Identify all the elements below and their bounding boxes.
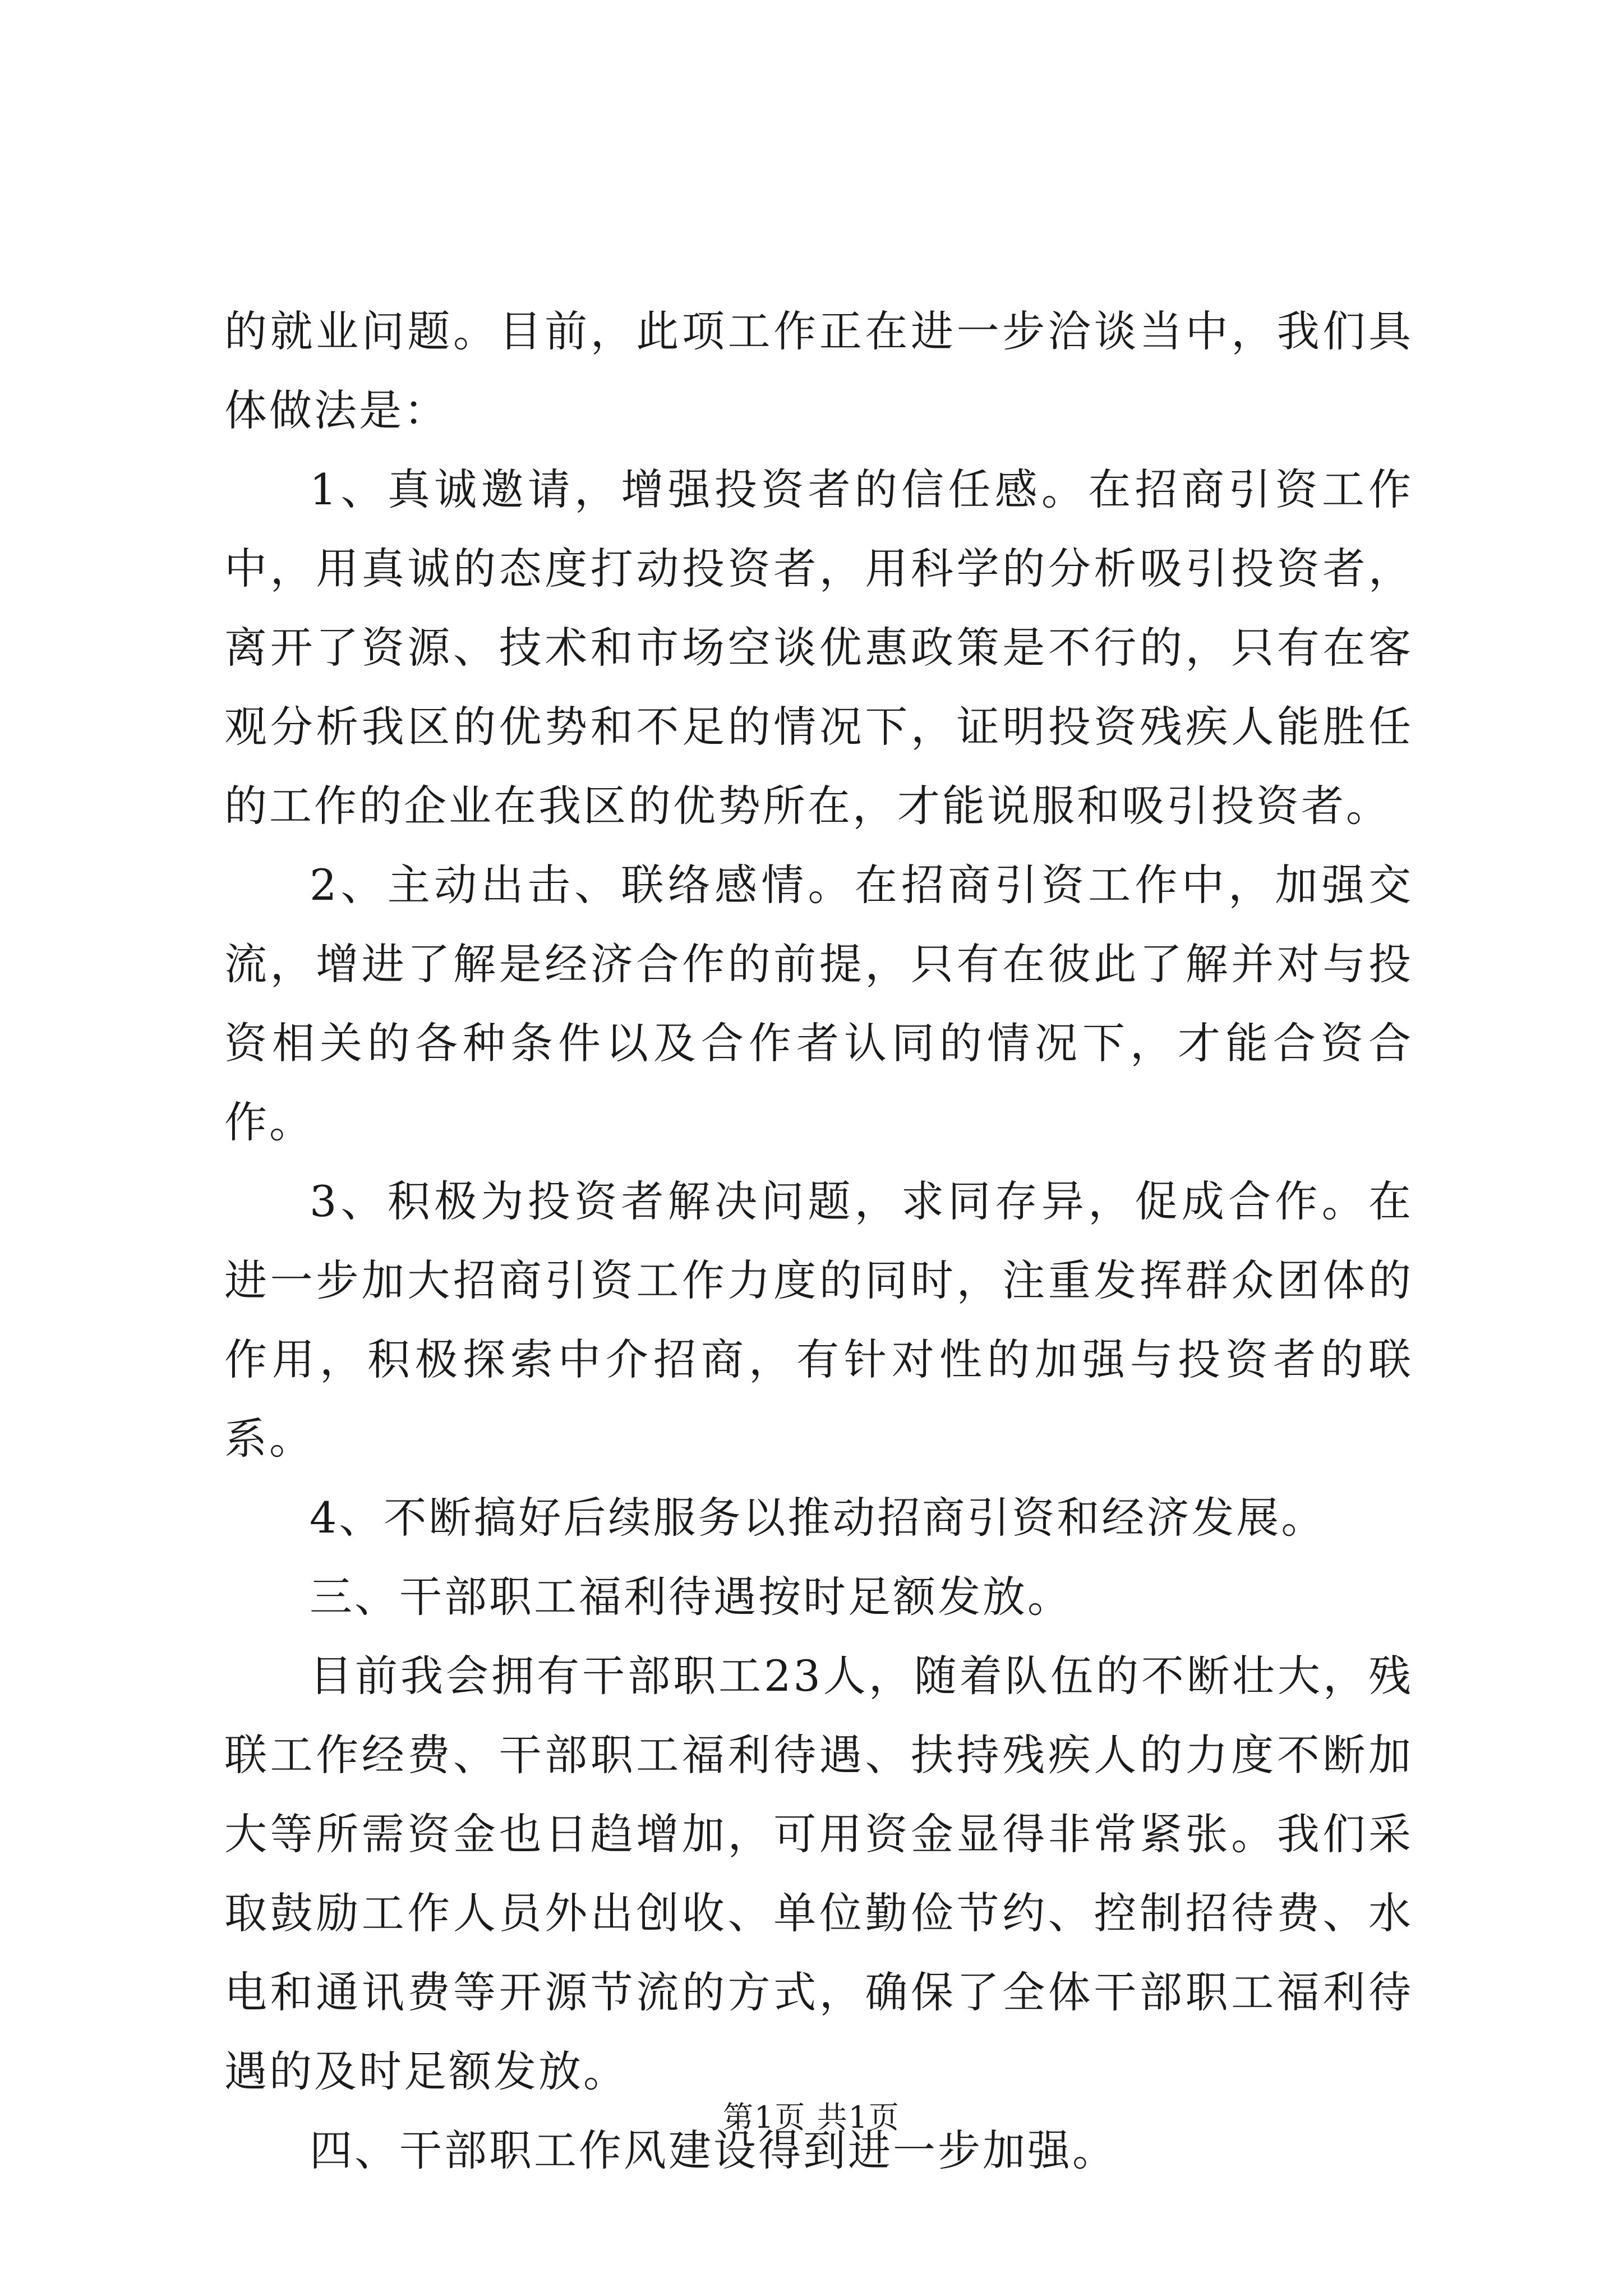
- paragraph-item-3: 3、积极为投资者解决问题，求同存异，促成合作。在进一步加大招商引资工作力度的同时，注重发挥群众团体的作用，积极探索中介招商，有针对性的加强与投资者的联系。: [224, 1176, 1413, 1464]
- document-body: [224, 292, 1413, 2190]
- section-heading-3: 三、干部职工福利待遇按时足额发放。: [310, 1572, 1072, 1622]
- section-heading-4: 四、干部职工作风建设得到进一步加强。: [310, 2125, 1117, 2175]
- paragraph-continuation: 的就业问题。目前，此项工作正在进一步洽谈当中，我们具体做法是：: [224, 306, 1413, 435]
- page-footer: [0, 2098, 1623, 2137]
- paragraph-staff-welfare: 目前我会拥有干部职工23人，随着队伍的不断壮大，残联工作经费、干部职工福利待遇、扶持残疾人的力度不断加大等所需资金也日趋增加，可用资金显得非常紧张。我们采取鼓励工作人员外出创收、单位勤俭节约、控制招待费、水电和通讯费等开源节流的方式，确保了全体干部职工福利待遇的及时足额发放。: [224, 1651, 1413, 2096]
- paragraph-item-1: 1、真诚邀请，增强投资者的信任感。在招商引资工作中，用真诚的态度打动投资者，用科学的分析吸引投资者，离开了资源、技术和市场空谈优惠政策是不行的，只有在客观分析我区的优势和不足的情况下，证明投资残疾人能胜任的工作的企业在我区的优势所在，才能说服和吸引投资者。: [224, 464, 1413, 831]
- paragraph-item-4: 4、不断搞好后续服务以推动招商引资和经济发展。: [310, 1493, 1326, 1543]
- page-number-label: 第1页 共1页: [723, 2100, 900, 2135]
- paragraph-item-2: 2、主动出击、联络感情。在招商引资工作中，加强交流，增进了解是经济合作的前提，只有在彼此了解并对与投资相关的各种条件以及合作者认同的情况下，才能合资合作。: [224, 860, 1413, 1147]
